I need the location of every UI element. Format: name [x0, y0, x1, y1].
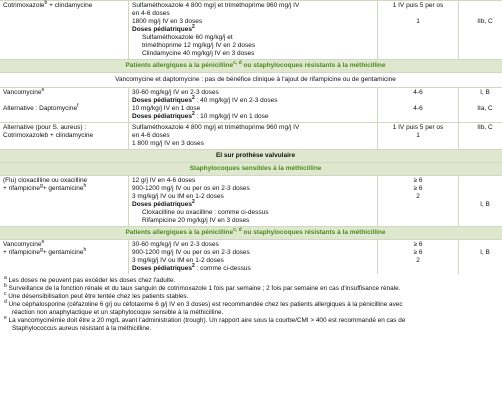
table-row	[0, 88, 502, 123]
dose-cell: Sulfaméthoxazole 4 800 mg/j et triméthoprime 960 mg/j IV en 4-6 doses 1 800 mg/j IV en 3 doses	[129, 123, 378, 150]
footnotes	[0, 274, 502, 333]
class-cell: IIb, C	[459, 1, 502, 60]
dose-cell: Sulfaméthoxazole 4 800 mg/j et triméthoprime 960 mg/j IV en 4-6 doses 1800 mg/j IV en 3 doses Doses pédiatriques$^2$ Sulfaméthoxazole 60 mg/kg/j et triméthoprime 12 mg/kg/j IV en 2 doses Clindamycine 40 mg/kg/j IV en 3 doses	[129, 1, 378, 60]
agent-cell: Vancomycine$^e$ Alternative : Daptomycine$^f$	[0, 88, 129, 123]
section-header: Patients allergiques à la pénicilline$^{c, d}$ ou staphylocoques résistants à la méthicilline	[0, 60, 502, 73]
class-cell: I, B IIa, C	[459, 88, 502, 123]
footnote: $^c$ Une désensibilisation peut être tentée chez les patients stables.	[4, 290, 189, 300]
duration-cell: ≥ 6 ≥ 6 2	[378, 240, 459, 275]
footnote: réaction non anaphylactique et un staphylocoque sensible à la méthicilline.	[12, 309, 224, 316]
footnote: Staphylococcus aureus résistant à la méthicilline.	[12, 325, 152, 332]
table-row	[0, 176, 502, 227]
footnote: $^a$ Les doses ne peuvent pas excéder les doses chez l'adulte.	[4, 274, 176, 284]
duration-cell: 1 IV puis 5 per os 1	[378, 123, 459, 150]
footnote: $^e$ La vancomycinémie doit être ≥ 20 mg/L avant l'administration (trough). Un rapport aire sous la courbe/CMI > 400 est recommandé en cas de	[4, 314, 406, 324]
dose-cell: 12 g/j IV en 4-6 doses 900-1200 mg/j IV ou per os en 2-3 doses 3 mg/kg/j IV ou IM en 1-2 doses Doses pédiatriques$^2$ Cloxacilline ou oxacilline : comme ci-dessus Rifampicine 20 mg/kg/j IV en 3 doses	[129, 176, 378, 227]
dose-cell: 30-60 mg/kg/j IV en 2-3 doses Doses pédiatriques$^2$ : 40 mg/kg/j IV en 2-3 doses 10 mg/kg/j IV en 1 dose Doses pédiatriques$^2$ : 10 mg/kg/j IV en 1 dose	[129, 88, 378, 123]
section-header: EI sur prothèse valvulaire	[0, 150, 502, 163]
agent-cell: (Flu) cloxacilline ou oxacilline + rifampicine$^g$+ gentamicine$^h$	[0, 176, 129, 227]
table-row	[0, 123, 502, 150]
duration-cell: 1 IV puis 5 per os 1	[378, 1, 459, 60]
class-cell: IIb, C	[459, 123, 502, 150]
section-note: Vancomycine et daptomycine : pas de bénéfice clinique à l'ajout de rifampicine ou de gentamicine	[0, 73, 502, 88]
table-row	[0, 1, 502, 60]
class-cell: I, B	[459, 240, 502, 275]
agent-cell: Cotrimoxazole$^b$ + clindamycine	[0, 1, 129, 60]
footnote: $^b$ Surveillance de la fonction rénale et du taux sanguin de cotrimoxazole 1 fois par semaine ; 2 fois par semaine en cas d'insuffisance rénale.	[4, 282, 401, 292]
class-cell: I, B	[459, 176, 502, 227]
section-header: Patients allergiques à la pénicilline$^{c, d}$ ou staphylocoques résistants à la méthicilline	[0, 227, 502, 240]
duration-cell: 4-6 4-6	[378, 88, 459, 123]
agent-cell: Alternative (pour S. aureus) : Cotrimoxazoleb + clindamycine	[0, 123, 129, 150]
section-header: Staphylocoques sensibles à la méthicilline	[0, 163, 502, 176]
duration-cell: ≥ 6 ≥ 6 2	[378, 176, 459, 227]
table-row	[0, 240, 502, 275]
agent-cell: Vancomycine$^e$ + rifampicine$^g$+ gentamicine$^h$	[0, 240, 129, 275]
dose-cell: 30-60 mg/kg/j IV en 2-3 doses 900-1200 mg/j IV ou per os en 2-3 doses 3 mg/kg/j IV ou IM en 1-2 doses Doses pédiatriques$^2$ : comme ci-dessus	[129, 240, 378, 275]
footnote: $^d$ Une céphalosporine (céfazoline 6 g/j ou céfotaxime 6 g/j IV en 3 doses) est recommandée chez les patients allergiques à la pénicilline avec	[4, 298, 403, 308]
